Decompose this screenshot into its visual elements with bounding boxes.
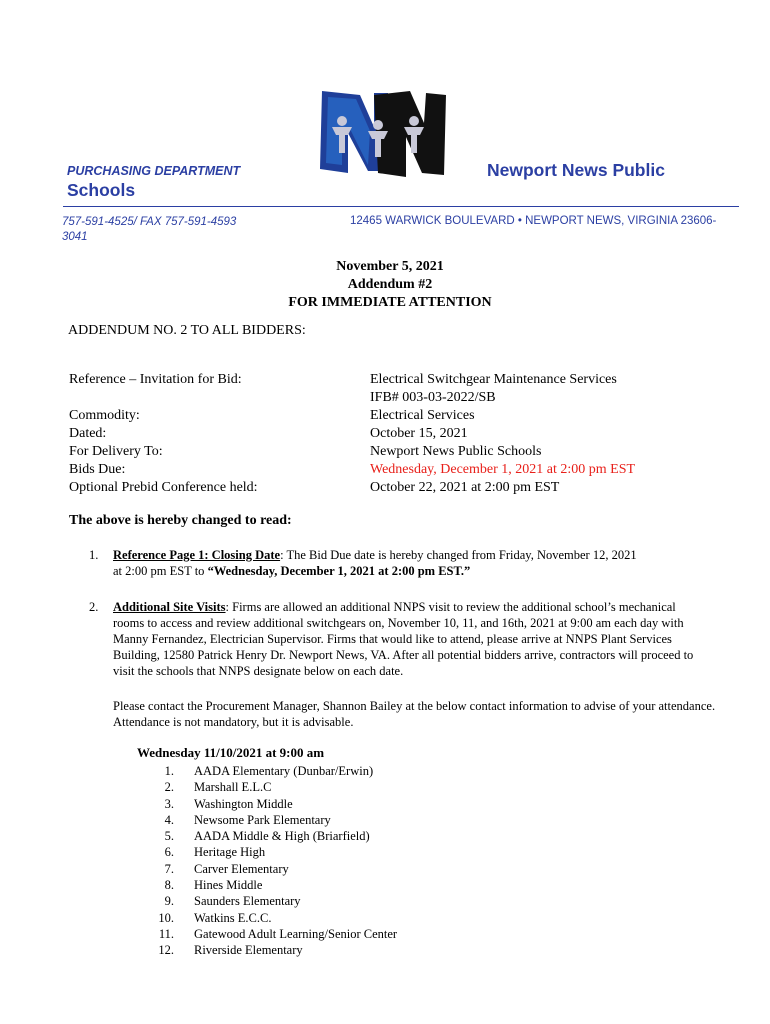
school-number: 2. bbox=[164, 780, 174, 795]
ref-label: Optional Prebid Conference held: bbox=[69, 480, 258, 495]
reference-labels bbox=[69, 371, 258, 497]
item-body: : The Bid Due date is hereby changed from Friday, November 12, 2021 bbox=[280, 548, 637, 562]
ref-label: Reference – Invitation for Bid: bbox=[69, 372, 242, 387]
school-name: Washington Middle bbox=[194, 796, 293, 811]
ref-value: IFB# 003-03-2022/SB bbox=[370, 390, 496, 405]
school-name: Heritage High bbox=[194, 845, 266, 860]
header-divider bbox=[63, 206, 739, 207]
title-addendum: Addendum #2 bbox=[347, 277, 433, 292]
item-text bbox=[113, 547, 709, 579]
ref-label: Bids Due: bbox=[69, 462, 126, 477]
school-number: 4. bbox=[164, 812, 174, 827]
school-name: Watkins E.C.C. bbox=[194, 910, 272, 925]
ref-label: For Delivery To: bbox=[69, 444, 163, 459]
phone-fax-line2: 3041 bbox=[62, 231, 88, 243]
reference-values bbox=[370, 371, 635, 497]
school-name: AADA Middle & High (Briarfield) bbox=[194, 829, 370, 844]
item-number: 2. bbox=[89, 600, 99, 614]
school-number: 5. bbox=[164, 829, 174, 844]
school-name: Marshall E.L.C bbox=[194, 780, 272, 795]
school-name: Riverside Elementary bbox=[194, 943, 303, 958]
ref-value: Newport News Public Schools bbox=[370, 444, 542, 459]
address: 12465 WARWICK BOULEVARD • NEWPORT NEWS, VIRGINIA 23606- bbox=[350, 215, 717, 227]
school-number: 9. bbox=[164, 894, 174, 909]
school-number: 3. bbox=[164, 796, 174, 811]
item-title: Reference Page 1: Closing Date bbox=[113, 548, 281, 562]
item-emphasis: “Wednesday, December 1, 2021 at 2:00 pm EST.” bbox=[207, 564, 471, 578]
contact-paragraph: Please contact the Procurement Manager, Shannon Bailey at the below contact information to advise of your attendance. Attendance is not mandatory, but it is advisable. bbox=[113, 699, 716, 729]
school-number: 8. bbox=[164, 878, 174, 893]
school-name: Newsome Park Elementary bbox=[194, 812, 331, 827]
school-name: Saunders Elementary bbox=[194, 894, 301, 909]
nnps-logo-graphic bbox=[318, 87, 448, 179]
list-item bbox=[89, 547, 709, 579]
ref-value: October 15, 2021 bbox=[370, 426, 468, 441]
school-name: Gatewood Adult Learning/Senior Center bbox=[194, 926, 398, 941]
school-name: Carver Elementary bbox=[194, 861, 289, 876]
visit-day-heading: Wednesday 11/10/2021 at 9:00 am bbox=[137, 745, 325, 760]
school-number: 6. bbox=[164, 845, 174, 860]
department-label: PURCHASING DEPARTMENT bbox=[67, 164, 241, 178]
school-number: 10. bbox=[158, 910, 174, 925]
list-item bbox=[89, 599, 709, 679]
school-name: Hines Middle bbox=[194, 878, 263, 893]
org-name-left: Schools bbox=[67, 180, 136, 200]
phone-fax-line1: 757-591-4525/ FAX 757-591-4593 bbox=[62, 216, 237, 228]
ref-value-bids-due: Wednesday, December 1, 2021 at 2:00 pm EST bbox=[370, 462, 636, 477]
item-title: Additional Site Visits bbox=[113, 600, 226, 614]
ref-value: Electrical Switchgear Maintenance Services bbox=[370, 372, 617, 387]
title-block bbox=[230, 258, 550, 312]
ref-label bbox=[69, 389, 258, 407]
school-number: 1. bbox=[164, 764, 174, 778]
item-text bbox=[113, 599, 709, 679]
nnps-logo bbox=[318, 87, 448, 179]
addendum-to-bidders: ADDENDUM NO. 2 TO ALL BIDDERS: bbox=[68, 323, 306, 338]
phone-fax bbox=[62, 215, 236, 245]
school-number: 12. bbox=[158, 943, 174, 958]
ref-label: Commodity: bbox=[69, 408, 140, 423]
changed-heading: The above is hereby changed to read: bbox=[69, 513, 292, 528]
ref-value: October 22, 2021 at 2:00 pm EST bbox=[370, 480, 560, 495]
org-name-right: Newport News Public bbox=[487, 160, 665, 180]
item-body: at 2:00 pm EST to bbox=[113, 564, 208, 578]
school-number: 11. bbox=[158, 926, 174, 941]
ref-value: Electrical Services bbox=[370, 408, 475, 423]
item-body: : Firms are allowed an additional NNPS visit to review the additional school’s mechanical rooms to access and review additional switchgears on, November 10, 11, and 16th, 2021 at 9:00 am each day with Manny Fernandez, Electrician Supervisor. Firms that would like to attend, please arrive at NNPS Plant Services Building, 12580 Patrick Henry Dr. Newport News, VA. After all potential bidders arrive, contractors will proceed to visit the schools that NNPS designate below on each date. bbox=[113, 600, 694, 678]
school-name: AADA Elementary (Dunbar/Erwin) bbox=[194, 764, 374, 778]
ref-label: Dated: bbox=[69, 426, 107, 441]
item-number: 1. bbox=[89, 548, 99, 562]
title-attention: FOR IMMEDIATE ATTENTION bbox=[288, 295, 492, 310]
school-number: 7. bbox=[164, 861, 174, 876]
title-date: November 5, 2021 bbox=[336, 259, 444, 274]
